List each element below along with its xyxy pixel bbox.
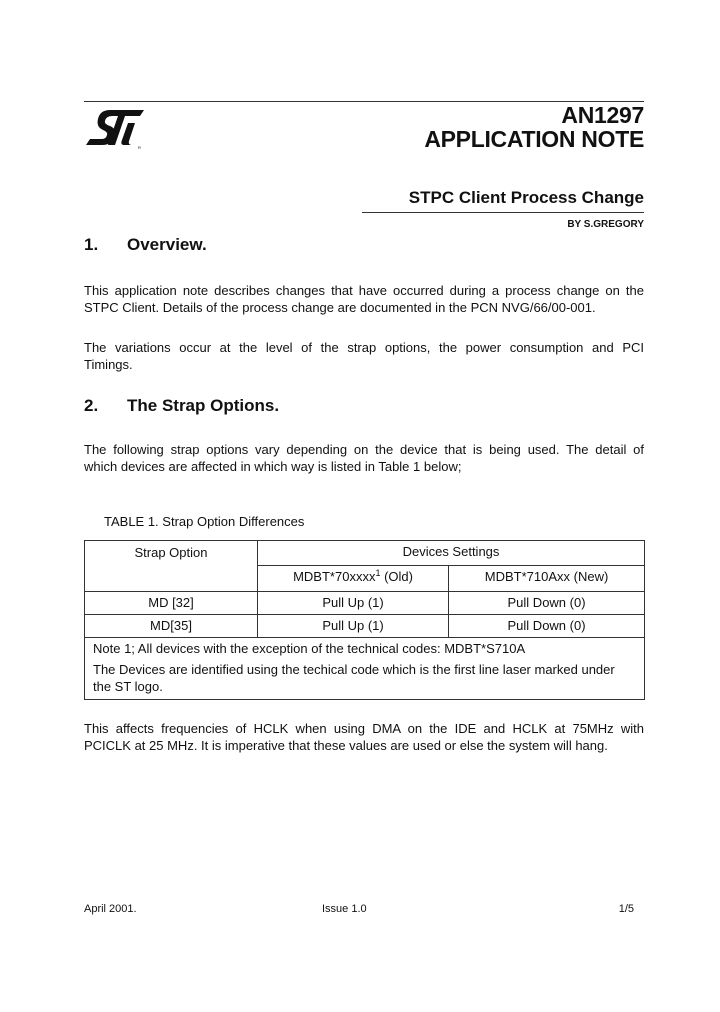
table-row: [85, 615, 645, 638]
cell-option: MD[35]: [85, 615, 258, 638]
overview-paragraph-2: [84, 339, 644, 373]
paragraph-line: which devices are affected in which way is listed in Table 1 below;: [84, 459, 462, 474]
cell-old: Pull Up (1): [258, 592, 449, 615]
section-title: The Strap Options.: [127, 396, 280, 415]
old-device-code: MDBT*70xxxx: [293, 569, 376, 584]
section-heading-overview: [84, 235, 207, 255]
paragraph-line: This affects frequencies of HCLK when using DMA on the IDE and HCLK at 75MHz with: [84, 721, 644, 736]
header-rule: [84, 101, 644, 102]
table-row: [85, 592, 645, 615]
footer-page-number: 1/5: [618, 903, 634, 915]
table-caption: TABLE 1. Strap Option Differences: [104, 514, 305, 529]
header-new-device: MDBT*710Axx (New): [449, 566, 645, 592]
cell-option: MD [32]: [85, 592, 258, 615]
footnote-marker: 1: [375, 568, 381, 578]
overview-paragraph-1: [84, 282, 644, 316]
author: BY S.GREGORY: [567, 219, 644, 230]
note-1: Note 1; All devices with the exception of the technical codes: MDBT*S710A: [93, 641, 526, 656]
header-devices-settings: Devices Settings: [258, 541, 645, 566]
strap-option-table: [84, 540, 645, 700]
doc-number: AN1297: [561, 102, 644, 128]
strap-options-paragraph: [84, 441, 644, 475]
footer-date: April 2001.: [84, 903, 137, 915]
closing-paragraph: [84, 720, 644, 754]
paragraph-line: STPC Client. Details of the process change are documented in the PCN NVG/66/00-001.: [84, 300, 596, 315]
paragraph-line: PCICLK at 25 MHz. It is imperative that these values are used or else the system will hang.: [84, 738, 608, 753]
cell-old: Pull Up (1): [258, 615, 449, 638]
doc-type: APPLICATION NOTE: [424, 126, 644, 152]
old-device-suffix: (Old): [380, 569, 413, 584]
paragraph-line: The following strap options vary depending on the device that is being used. The detail of: [84, 442, 644, 457]
header-old-device: [258, 566, 449, 592]
header-strap-option: Strap Option: [85, 541, 258, 592]
title-rule: [362, 212, 644, 213]
section-heading-strap-options: [84, 396, 279, 416]
cell-new: Pull Down (0): [449, 592, 645, 615]
doc-title: STPC Client Process Change: [408, 188, 644, 207]
paragraph-line: The variations occur at the level of the strap options, the power consumption and PCI: [84, 340, 644, 355]
section-number: 2.: [84, 396, 99, 415]
note-2: The Devices are identified using the techical code which is the first line laser marked under the ST logo.: [93, 662, 615, 694]
svg-text:R: R: [138, 145, 141, 150]
footer-issue: Issue 1.0: [322, 903, 367, 915]
section-title: Overview.: [127, 235, 207, 254]
table-notes: [85, 638, 645, 700]
section-number: 1.: [84, 235, 99, 254]
paragraph-line: Timings.: [84, 357, 133, 372]
paragraph-line: This application note describes changes that have occurred during a process change on the: [84, 283, 644, 298]
cell-new: Pull Down (0): [449, 615, 645, 638]
st-logo-icon: [84, 105, 146, 151]
